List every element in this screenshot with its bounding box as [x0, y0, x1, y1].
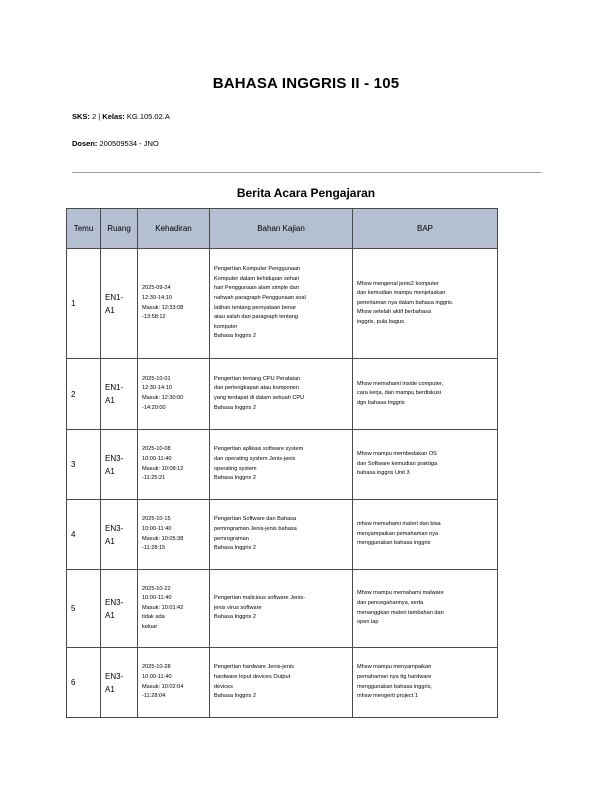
header-ruang: Ruang — [101, 209, 138, 249]
cell-bahan-kajian: Pengertian Software dan Bahasa pemrograman Jenis-jenis bahasa pemrograman Bahasa Inggris 2 — [210, 500, 353, 570]
course-title: BAHASA INGGRIS II - 105 — [212, 75, 400, 92]
cell-kehadiran: 2025-10-01 12:30-14:10 Masuk: 12:30:00 -14:20:00 — [138, 359, 210, 430]
cell-ruang: EN3- A1 — [101, 648, 138, 718]
course-meta-line — [72, 112, 170, 121]
lecturer-line — [72, 139, 159, 148]
cell-bap: Mhsw mampu menyampaikan pemahaman nya ttg hardware menggunakan bahasa inggris, mhsw mengerti project 1 — [353, 648, 498, 718]
cell-temu: 4 — [67, 500, 101, 570]
cell-ruang: EN3- A1 — [101, 430, 138, 500]
header-temu: Temu — [67, 209, 101, 249]
table-row — [67, 648, 498, 718]
cell-kehadiran: 2025-09-24 12:30-14:10 Masuk: 12:33:08 -13:58:12 — [138, 249, 210, 359]
cell-ruang: EN1- A1 — [101, 249, 138, 359]
table-row — [67, 500, 498, 570]
cell-ruang: EN1- A1 — [101, 359, 138, 430]
cell-kehadiran: 2025-10-28 10:00-11:40 Masuk: 10:02:04 -11:28:04 — [138, 648, 210, 718]
dosen-value: 200509534 - JNO — [97, 139, 159, 148]
cell-bap: Mhsw mampu memahami malware dan pencegahannya, serta menanggkan materi tambahan dan open lap — [353, 570, 498, 648]
cell-kehadiran: 2025-10-08 10:00-11:40 Masuk: 10:08:12 -11:25:21 — [138, 430, 210, 500]
cell-temu: 1 — [67, 249, 101, 359]
cell-temu: 6 — [67, 648, 101, 718]
cell-temu: 5 — [67, 570, 101, 648]
cell-kehadiran: 2025-10-22 10:00-11:40 Masuk: 10:01:42 tidak ada keluar — [138, 570, 210, 648]
table-row — [67, 249, 498, 359]
table-row — [67, 359, 498, 430]
cell-bahan-kajian: Pengertian Komputer Penggunaan Komputer dalam kehidupan sehari hari Penggunaan alam simple dan nahwah paragraph Penggunaan soal latihan tentang pernyataan benar atau salah dari paragraph tentang komputer Bahasa Inggris 2 — [210, 249, 353, 359]
cell-bahan-kajian: Pengertian aplikasi software system dan operating system Jenis-jenis operating system Bahasa Inggris 2 — [210, 430, 353, 500]
dosen-label: Dosen: — [72, 139, 98, 148]
cell-bap: Mhsw mengenal jenis2 komputer dan kemudian mampu menjelaskan penerlaman nya dalam bahasa inggris. Mhsw setelah aktif berbahasa inggris, pula bagus. — [353, 249, 498, 359]
cell-bap: mhsw memahami materi dan bisa menyampaikan pemahaman nya menggunakan bahasa inggris — [353, 500, 498, 570]
cell-bap: Mhsw memahami inside computer, cara kerja, dan mampu berdiskusi dgn bahasa Inggris — [353, 359, 498, 430]
cell-kehadiran: 2025-10-15 10:00-11:40 Masuk: 10:05:38 -11:28:15 — [138, 500, 210, 570]
table-row — [67, 570, 498, 648]
cell-bahan-kajian: Pengertian malicious software Jenis- jenis virus software Bahasa Inggris 2 — [210, 570, 353, 648]
cell-bahan-kajian: Pengertian hardware Jenis-jenis hardware Input devices Output devices Bahasa Inggris 2 — [210, 648, 353, 718]
sks-value: 2 | — [89, 112, 103, 121]
kelas-value: KG.105.02.A — [124, 112, 170, 121]
header-bap: BAP — [353, 209, 498, 249]
cell-ruang: EN3- A1 — [101, 500, 138, 570]
sks-label: SKS: — [72, 112, 90, 121]
cell-temu: 3 — [67, 430, 101, 500]
table-row — [67, 430, 498, 500]
header-bahan-kajian: Bahan Kajian — [210, 209, 353, 249]
cell-bahan-kajian: Pengertian tentang CPU Peralatan dan perlengkapan atau komponen yang terdapat di dalam sebuah CPU Bahasa Inggris 2 — [210, 359, 353, 430]
divider — [72, 172, 541, 173]
table-header-row — [67, 209, 498, 249]
header-kehadiran: Kehadiran — [138, 209, 210, 249]
cell-temu: 2 — [67, 359, 101, 430]
kelas-label: Kelas: — [102, 112, 125, 121]
section-title: Berita Acara Pengajaran — [236, 186, 376, 200]
cell-ruang: EN3- A1 — [101, 570, 138, 648]
bap-table — [66, 208, 498, 718]
cell-bap: Mhsw mampu membedakan OS dan Software kemudian praktiga bahasa inggris Unit 3 — [353, 430, 498, 500]
